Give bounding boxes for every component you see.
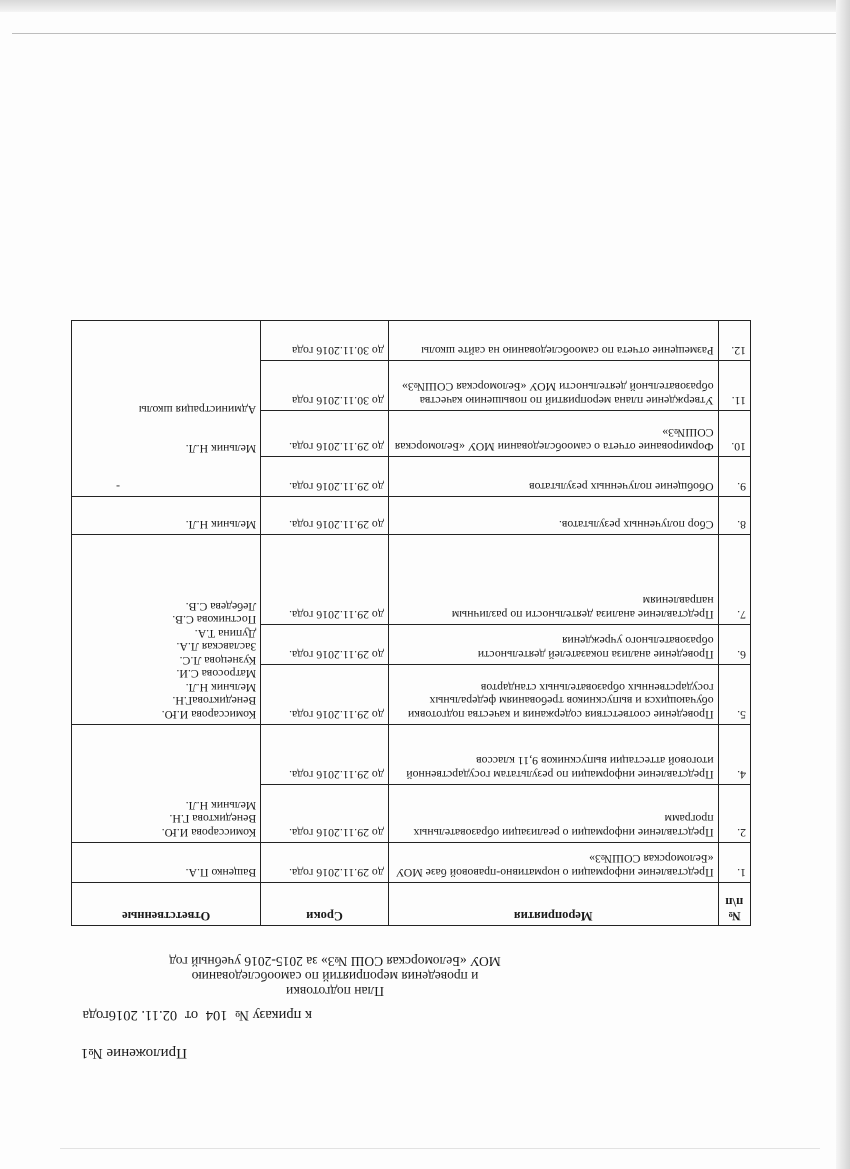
header-deadline: Сроки [261, 883, 389, 926]
table-header-row [72, 883, 751, 926]
order-number: 104 [205, 1007, 228, 1023]
responsible-name: Заславская Л.А. [176, 640, 257, 655]
row-number: 7. [718, 535, 750, 625]
responsible-name: ВенедиктоваГ.Н. [172, 694, 257, 709]
row-action: Проведение анализа показателей деятельности образовательного учреждения [388, 625, 718, 665]
row-deadline: до 29.11.2016 года. [261, 725, 389, 785]
row-deadline: до 29.11.2016 года. [261, 535, 389, 625]
row-action: Обобщение полученных результатов [388, 457, 718, 497]
responsible-name: Лебедева С.В. [185, 600, 257, 614]
responsible-name: Мельник Н.Л. [185, 799, 257, 813]
table-row [72, 785, 751, 843]
row-deadline: до 29.11.2016 года. [261, 625, 389, 665]
row-action: Представление информации о реализации образовательных программ [388, 785, 718, 843]
row-number: 2. [718, 785, 750, 843]
row-deadline: до 29.11.2016 года. [261, 497, 389, 535]
row-action: Формирование отчета о самообследовании МОУ «Беломорская СОШ№3» [388, 411, 718, 457]
row-deadline: до 29.11.2016 года. [261, 665, 389, 725]
row-number: 11. [718, 361, 750, 411]
row-responsible [72, 843, 261, 883]
row-number: 8. [718, 497, 750, 535]
row-action: Проведение соответствия содержания и качества подготовки обучающихся и выпускников требованиям федеральных государственных образовательных стандартов [388, 665, 718, 725]
plan-table [71, 320, 751, 926]
row-deadline: до 30.11.2016 года [261, 321, 389, 361]
responsible-dash: - [116, 480, 120, 494]
table-row [72, 843, 751, 883]
row-responsible [72, 497, 261, 535]
responsible-name: Комиссарова И.Ю. [161, 708, 257, 722]
row-action: Утверждение плана мероприятий по повышению качества образовательной деятельности МОУ «Беломорская СОШ№3» [388, 361, 718, 411]
row-responsible [72, 535, 261, 725]
title-line-1: План подготовки [286, 984, 384, 999]
order-reference [52, 1006, 312, 1023]
row-number: 12. [718, 321, 750, 361]
row-deadline: до 30.11.2016 года [261, 361, 389, 411]
responsible-name: Ващенко П.А. [185, 866, 257, 880]
row-responsible [72, 725, 261, 843]
row-number: 10. [718, 411, 750, 457]
row-action: Представление информации о нормативно-правовой базе МОУ «Беломорская СОШ№3» [388, 843, 718, 883]
responsible-name: Матросова С.И. [176, 667, 257, 682]
order-prefix: к приказу № [235, 1007, 312, 1023]
row-action: Размещение отчета по самообследованию на сайте школы [388, 321, 718, 361]
title-line-2: и проведения мероприятий по самообследованию [191, 969, 479, 984]
row-deadline: до 29.11.2016 года. [261, 411, 389, 457]
row-action: Представление информации по результатам государственной итоговой аттестации выпускников 9,11 классов [388, 725, 718, 785]
responsible-name: Постникова С.В. [172, 613, 257, 628]
header-action: Мероприятия [388, 883, 718, 926]
responsible-name: Кузнецова Л.С. [179, 654, 257, 668]
responsible-name: Дупина Т.А. [194, 627, 257, 641]
row-number: 1. [718, 843, 750, 883]
row-action: Представление анализа деятельности по различным направлениям [388, 535, 718, 625]
row-deadline: до 29.11.2016 года. [261, 457, 389, 497]
responsible-name: Мельник Н.Л. [185, 442, 257, 457]
responsible-spacer [76, 416, 256, 442]
responsible-name: Венедиктова Г.Н. [169, 812, 257, 827]
document-title [85, 954, 585, 999]
header-number: № п\п [718, 883, 750, 926]
table-row [72, 497, 751, 535]
row-number: 9. [718, 457, 750, 497]
header-responsible: Ответственные [72, 883, 261, 926]
appendix-label: Приложение №1 [80, 1045, 187, 1061]
order-from: от [184, 1007, 199, 1023]
responsible-name: Комиссарова И.Ю. [161, 826, 257, 840]
table-row [72, 665, 751, 725]
row-number: 6. [718, 625, 750, 665]
row-responsible [72, 321, 261, 497]
row-deadline: до 29.11.2016 года. [261, 843, 389, 883]
row-number: 5. [718, 665, 750, 725]
responsible-name: Мельник Н.Л. [185, 518, 257, 532]
row-number: 4. [718, 725, 750, 785]
responsible-name: Администрация школы [138, 403, 257, 417]
responsible-name: Мельник Н.Л. [185, 681, 257, 695]
order-date: 02.11. 2016года [82, 1007, 178, 1023]
title-line-3: МОУ «Беломорская СОШ №3» за 2015-2016 учебный год [169, 954, 501, 969]
table-row [72, 457, 751, 497]
row-action: Сбор полученных результатов. [388, 497, 718, 535]
row-deadline: до 29.11.2016 года. [261, 785, 389, 843]
